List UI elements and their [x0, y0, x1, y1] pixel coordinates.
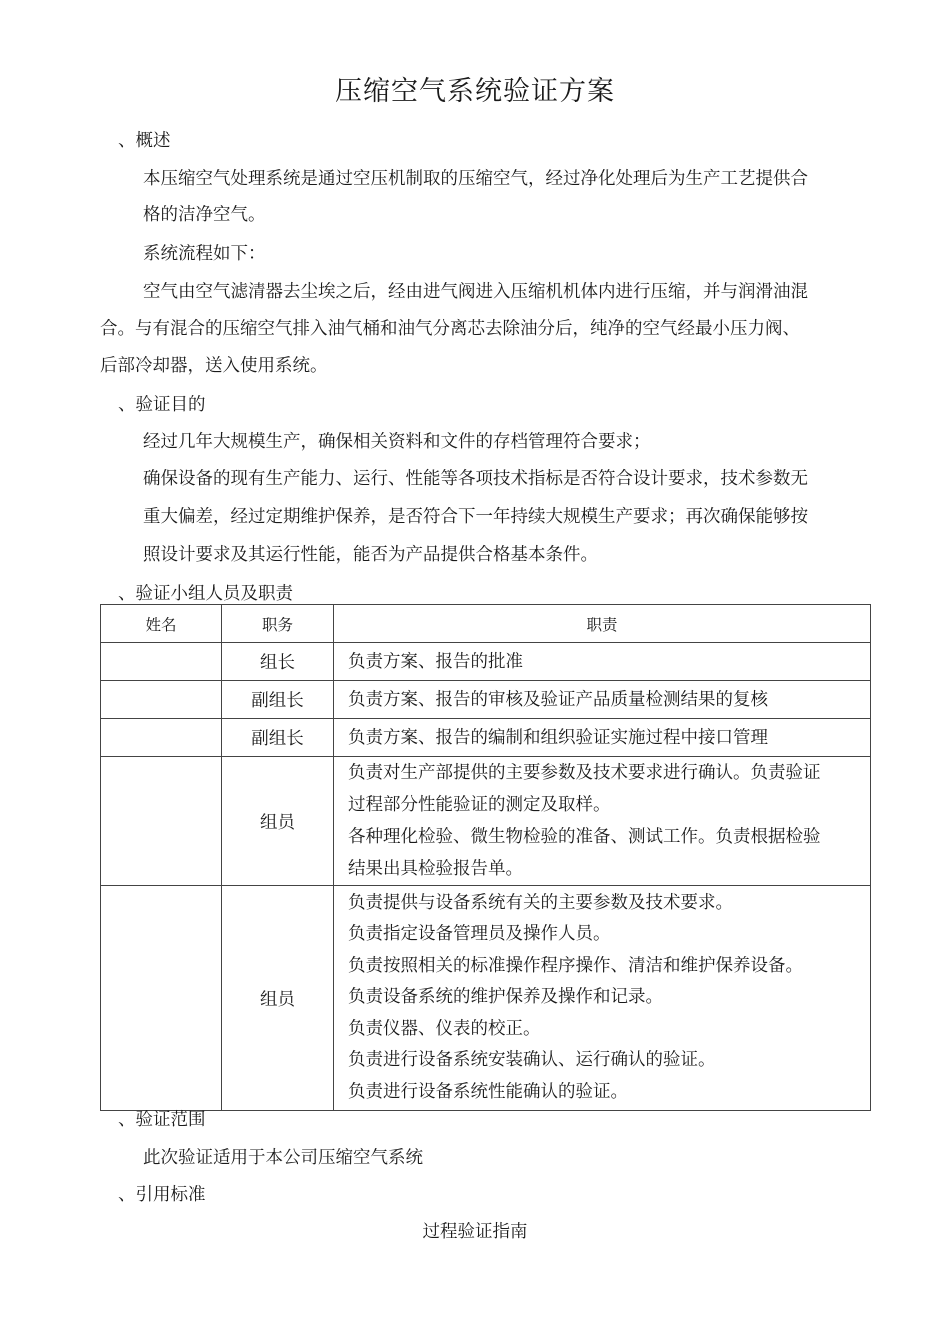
standards-heading: 、引用标准	[118, 1185, 206, 1205]
scope-line1: 此次验证适用于本公司压缩空气系统	[143, 1148, 423, 1168]
duties-cell	[334, 757, 871, 886]
table-header-row	[101, 605, 871, 643]
name-cell	[101, 643, 222, 681]
header-name: 姓名	[101, 605, 222, 643]
overview-para1-line1: 本压缩空气处理系统是通过空压机制取的压缩空气，经过净化处理后为生产工艺提供合	[143, 169, 808, 189]
duty-line: 负责方案、报告的批准	[348, 651, 523, 672]
duty-line: 负责方案、报告的编制和组织验证实施过程中接口管理	[348, 727, 768, 748]
team-heading: 、验证小组人员及职责	[118, 584, 293, 604]
position-cell: 组长	[222, 643, 334, 681]
duty-line: 各种理化检验、微生物检验的准备、测试工作。负责根据检验	[348, 827, 821, 847]
document-title: 压缩空气系统验证方案	[335, 76, 615, 107]
purpose-line1: 经过几年大规模生产，确保相关资料和文件的存档管理符合要求；	[143, 432, 651, 452]
table-row	[101, 719, 871, 757]
table-row	[101, 757, 871, 886]
flow-label: 系统流程如下：	[143, 244, 266, 264]
position-cell: 组员	[222, 757, 334, 886]
duties-cell	[334, 886, 871, 1111]
header-duties: 职责	[334, 605, 871, 643]
overview-heading: 、概述	[118, 131, 171, 151]
standards-item1: 过程验证指南	[422, 1222, 528, 1242]
name-cell	[101, 886, 222, 1111]
position-cell: 组员	[222, 886, 334, 1111]
duty-line: 负责仪器、仪表的校正。	[348, 1018, 541, 1039]
overview-para2-line3: 后部冷却器，送入使用系统。	[100, 356, 328, 376]
duty-line: 负责进行设备系统性能确认的验证。	[348, 1081, 628, 1102]
duties-cell	[334, 719, 871, 757]
name-cell	[101, 719, 222, 757]
duty-line: 负责按照相关的标准操作程序操作、清洁和维护保养设备。	[348, 955, 803, 976]
position-cell: 副组长	[222, 719, 334, 757]
purpose-line3: 重大偏差，经过定期维护保养，是否符合下一年持续大规模生产要求；再次确保能够按	[143, 507, 808, 527]
scope-heading: 、验证范围	[118, 1110, 206, 1130]
team-roles-table	[100, 604, 871, 1111]
duty-line: 负责进行设备系统安装确认、运行确认的验证。	[348, 1050, 716, 1071]
duty-line: 负责方案、报告的审核及验证产品质量检测结果的复核	[348, 689, 768, 710]
purpose-line4: 照设计要求及其运行性能，能否为产品提供合格基本条件。	[143, 545, 598, 565]
overview-para2-line2: 合。与有混合的压缩空气排入油气桶和油气分离芯去除油分后，纯净的空气经最小压力阀、	[100, 319, 800, 339]
duty-line: 结果出具检验报告单。	[348, 859, 523, 879]
duty-line: 负责对生产部提供的主要参数及技术要求进行确认。负责验证	[348, 763, 821, 783]
duty-line: 负责设备系统的维护保养及操作和记录。	[348, 987, 663, 1008]
duties-cell	[334, 681, 871, 719]
position-cell: 副组长	[222, 681, 334, 719]
duties-cell	[334, 643, 871, 681]
table-row	[101, 886, 871, 1111]
overview-para2-line1: 空气由空气滤清器去尘埃之后，经由进气阀进入压缩机机体内进行压缩，并与润滑油混	[143, 282, 808, 302]
table-row	[101, 643, 871, 681]
header-position: 职务	[222, 605, 334, 643]
name-cell	[101, 757, 222, 886]
name-cell	[101, 681, 222, 719]
purpose-heading: 、验证目的	[118, 395, 206, 415]
duty-line: 负责指定设备管理员及操作人员。	[348, 924, 611, 945]
table-row	[101, 681, 871, 719]
duty-line: 负责提供与设备系统有关的主要参数及技术要求。	[348, 892, 733, 913]
purpose-line2: 确保设备的现有生产能力、运行、性能等各项技术指标是否符合设计要求，技术参数无	[143, 469, 808, 489]
overview-para1-line2: 格的洁净空气。	[143, 205, 266, 225]
duty-line: 过程部分性能验证的测定及取样。	[348, 795, 611, 815]
